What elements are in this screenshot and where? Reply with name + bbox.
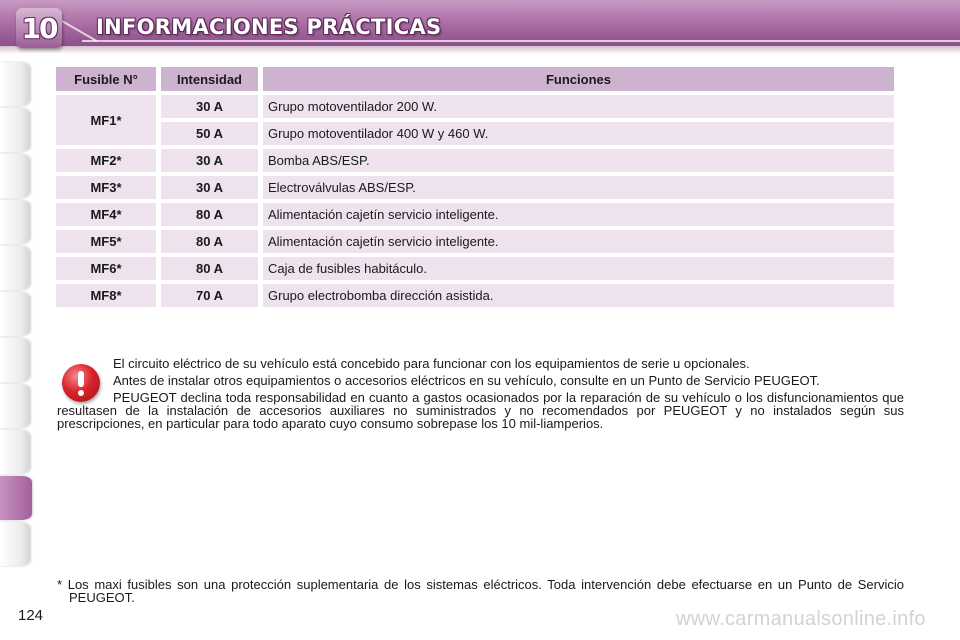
chapter-tab-6[interactable] (0, 292, 30, 336)
fuse-table (51, 63, 899, 311)
chapter-number: 10 (21, 11, 57, 45)
amperage-cell: 30 A (161, 149, 258, 172)
chapter-tabs (0, 62, 36, 582)
table-row (56, 203, 894, 226)
amperage-cell: 30 A (161, 176, 258, 199)
chapter-tab-8[interactable] (0, 384, 30, 428)
footnote: * Los maxi fusibles son una protección suplementaria de los sistemas eléctricos. Toda intervención debe efectuarse en un Punto de Servicio PEUGEOT. (57, 577, 904, 605)
table-row (56, 149, 894, 172)
table-row (56, 230, 894, 253)
fuse-cell: MF8* (56, 284, 156, 307)
function-cell: Bomba ABS/ESP. (263, 149, 894, 172)
fuse-cell: MF5* (56, 230, 156, 253)
chapter-tab-5[interactable] (0, 246, 30, 290)
chapter-tab-4[interactable] (0, 200, 30, 244)
warning-paragraph: El circuito eléctrico de su vehículo está concebido para funcionar con los equipamientos de serie u opcionales. (113, 356, 750, 371)
amperage-cell: 50 A (161, 122, 258, 145)
function-cell: Grupo electrobomba dirección asistida. (263, 284, 894, 307)
column-header-functions: Funciones (263, 67, 894, 91)
chapter-tab-7[interactable] (0, 338, 30, 382)
amperage-cell: 80 A (161, 257, 258, 280)
warning-paragraph: PEUGEOT declina toda responsabilidad en cuanto a gastos ocasionados por la reparación de su vehículo o los disfuncionamientos que resultasen de la instalación de accesorios auxiliares no suministrados y no recomendados por PEUGEOT y no instalados según sus prescripciones, en particular para todo aparato cuyo consumo sobrepase los 10 mil-liamperios. (57, 390, 904, 431)
fuse-cell: MF2* (56, 149, 156, 172)
amperage-cell: 70 A (161, 284, 258, 307)
chapter-tab-3[interactable] (0, 154, 30, 198)
function-cell: Alimentación cajetín servicio inteligente. (263, 203, 894, 226)
column-header-amperage: Intensidad (161, 67, 258, 91)
function-cell: Caja de fusibles habitáculo. (263, 257, 894, 280)
function-cell: Electroválvulas ABS/ESP. (263, 176, 894, 199)
function-cell: Grupo motoventilador 200 W. (263, 95, 894, 118)
fuse-cell: MF6* (56, 257, 156, 280)
fuse-cell: MF3* (56, 176, 156, 199)
page-number: 124 (18, 607, 44, 624)
chapter-tab-9[interactable] (0, 430, 30, 474)
function-cell: Grupo motoventilador 400 W y 460 W. (263, 122, 894, 145)
chapter-tab-2[interactable] (0, 108, 30, 152)
chapter-tab-11[interactable] (0, 522, 30, 566)
chapter-tab-10-active[interactable] (0, 476, 32, 520)
header-divider-line (82, 40, 960, 42)
amperage-cell: 80 A (161, 203, 258, 226)
fuse-cell: MF1* (56, 95, 156, 145)
chapter-badge (16, 8, 62, 48)
watermark: www.carmanualsonline.info (676, 608, 926, 630)
header-shadow (0, 46, 960, 54)
fuse-cell: MF4* (56, 203, 156, 226)
column-header-fuse: Fusible N° (56, 67, 156, 91)
table-row (56, 122, 894, 145)
table-row (56, 284, 894, 307)
table-row (56, 176, 894, 199)
page-title: INFORMACIONES PRÁCTICAS (96, 15, 442, 39)
table-header-row (56, 67, 894, 91)
amperage-cell: 80 A (161, 230, 258, 253)
warning-paragraph: Antes de instalar otros equipamientos o accesorios eléctricos en su vehículo, consulte en un Punto de Servicio PEUGEOT. (113, 373, 820, 388)
chapter-tab-1[interactable] (0, 62, 30, 106)
table-row (56, 257, 894, 280)
function-cell: Alimentación cajetín servicio inteligente. (263, 230, 894, 253)
amperage-cell: 30 A (161, 95, 258, 118)
warning-text (57, 357, 904, 434)
table-row (56, 95, 894, 118)
